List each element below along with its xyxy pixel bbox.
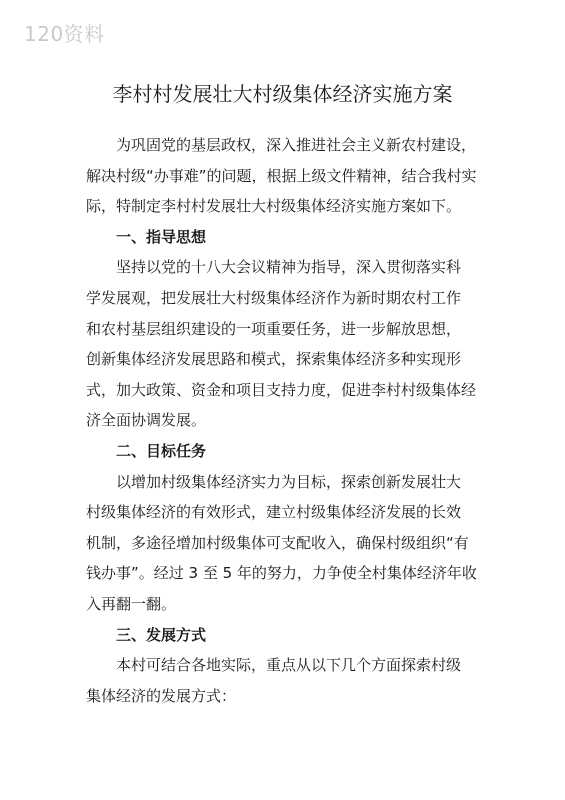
paragraph-line: 为巩固党的基层政权，深入推进社会主义新农村建设， (116, 136, 477, 154)
section-heading: 一、指导思想 (116, 227, 207, 246)
section-heading: 二、目标任务 (116, 441, 207, 460)
paragraph-line: 济全面协调发展。 (86, 411, 207, 430)
paragraph-line: 集体经济的发展方式： (86, 686, 237, 705)
paragraph-line: 村级集体经济的有效形式，建立村级集体经济发展的长效 (86, 503, 462, 522)
page-title: 李村村发展壮大村级集体经济实施方案 (112, 82, 453, 106)
paragraph-line: 以增加村级集体经济实力为目标，探索创新发展壮大 (116, 472, 462, 491)
paragraph-line: 入再翻一翻。 (86, 594, 177, 613)
paragraph-line: 机制，多途径增加村级集体可支配收入，确保村级组织“有 (86, 533, 469, 552)
paragraph-line: 学发展观，把发展壮大村级集体经济作为新时期农村工作 (86, 288, 462, 307)
paragraph-line: 解决村级“办事难”的问题，根据上级文件精神，结合我村实 (86, 166, 477, 185)
paragraph-line: 式，加大政策、资金和项目支持力度，促进李村村级集体经 (86, 380, 477, 399)
watermark: 120资料 (24, 22, 105, 46)
paragraph-line: 创新集体经济发展思路和模式，探索集体经济多种实现形 (86, 350, 462, 369)
paragraph-line: 坚持以党的十八大会议精神为指导，深入贯彻落实科 (116, 258, 462, 277)
document-body (86, 130, 490, 711)
paragraph-line: 际，特制定李村村发展壮大村级集体经济实施方案如下。 (86, 197, 462, 216)
section-heading: 三、发展方式 (116, 625, 207, 644)
paragraph-line: 本村可结合各地实际，重点从以下几个方面探索村级 (116, 656, 462, 675)
paragraph-line: 和农村基层组织建设的一项重要任务，进一步解放思想， (86, 319, 462, 338)
paragraph-line: 钱办事”。经过 3 至 5 年的努力，力争使全村集体经济年收 (86, 564, 477, 583)
